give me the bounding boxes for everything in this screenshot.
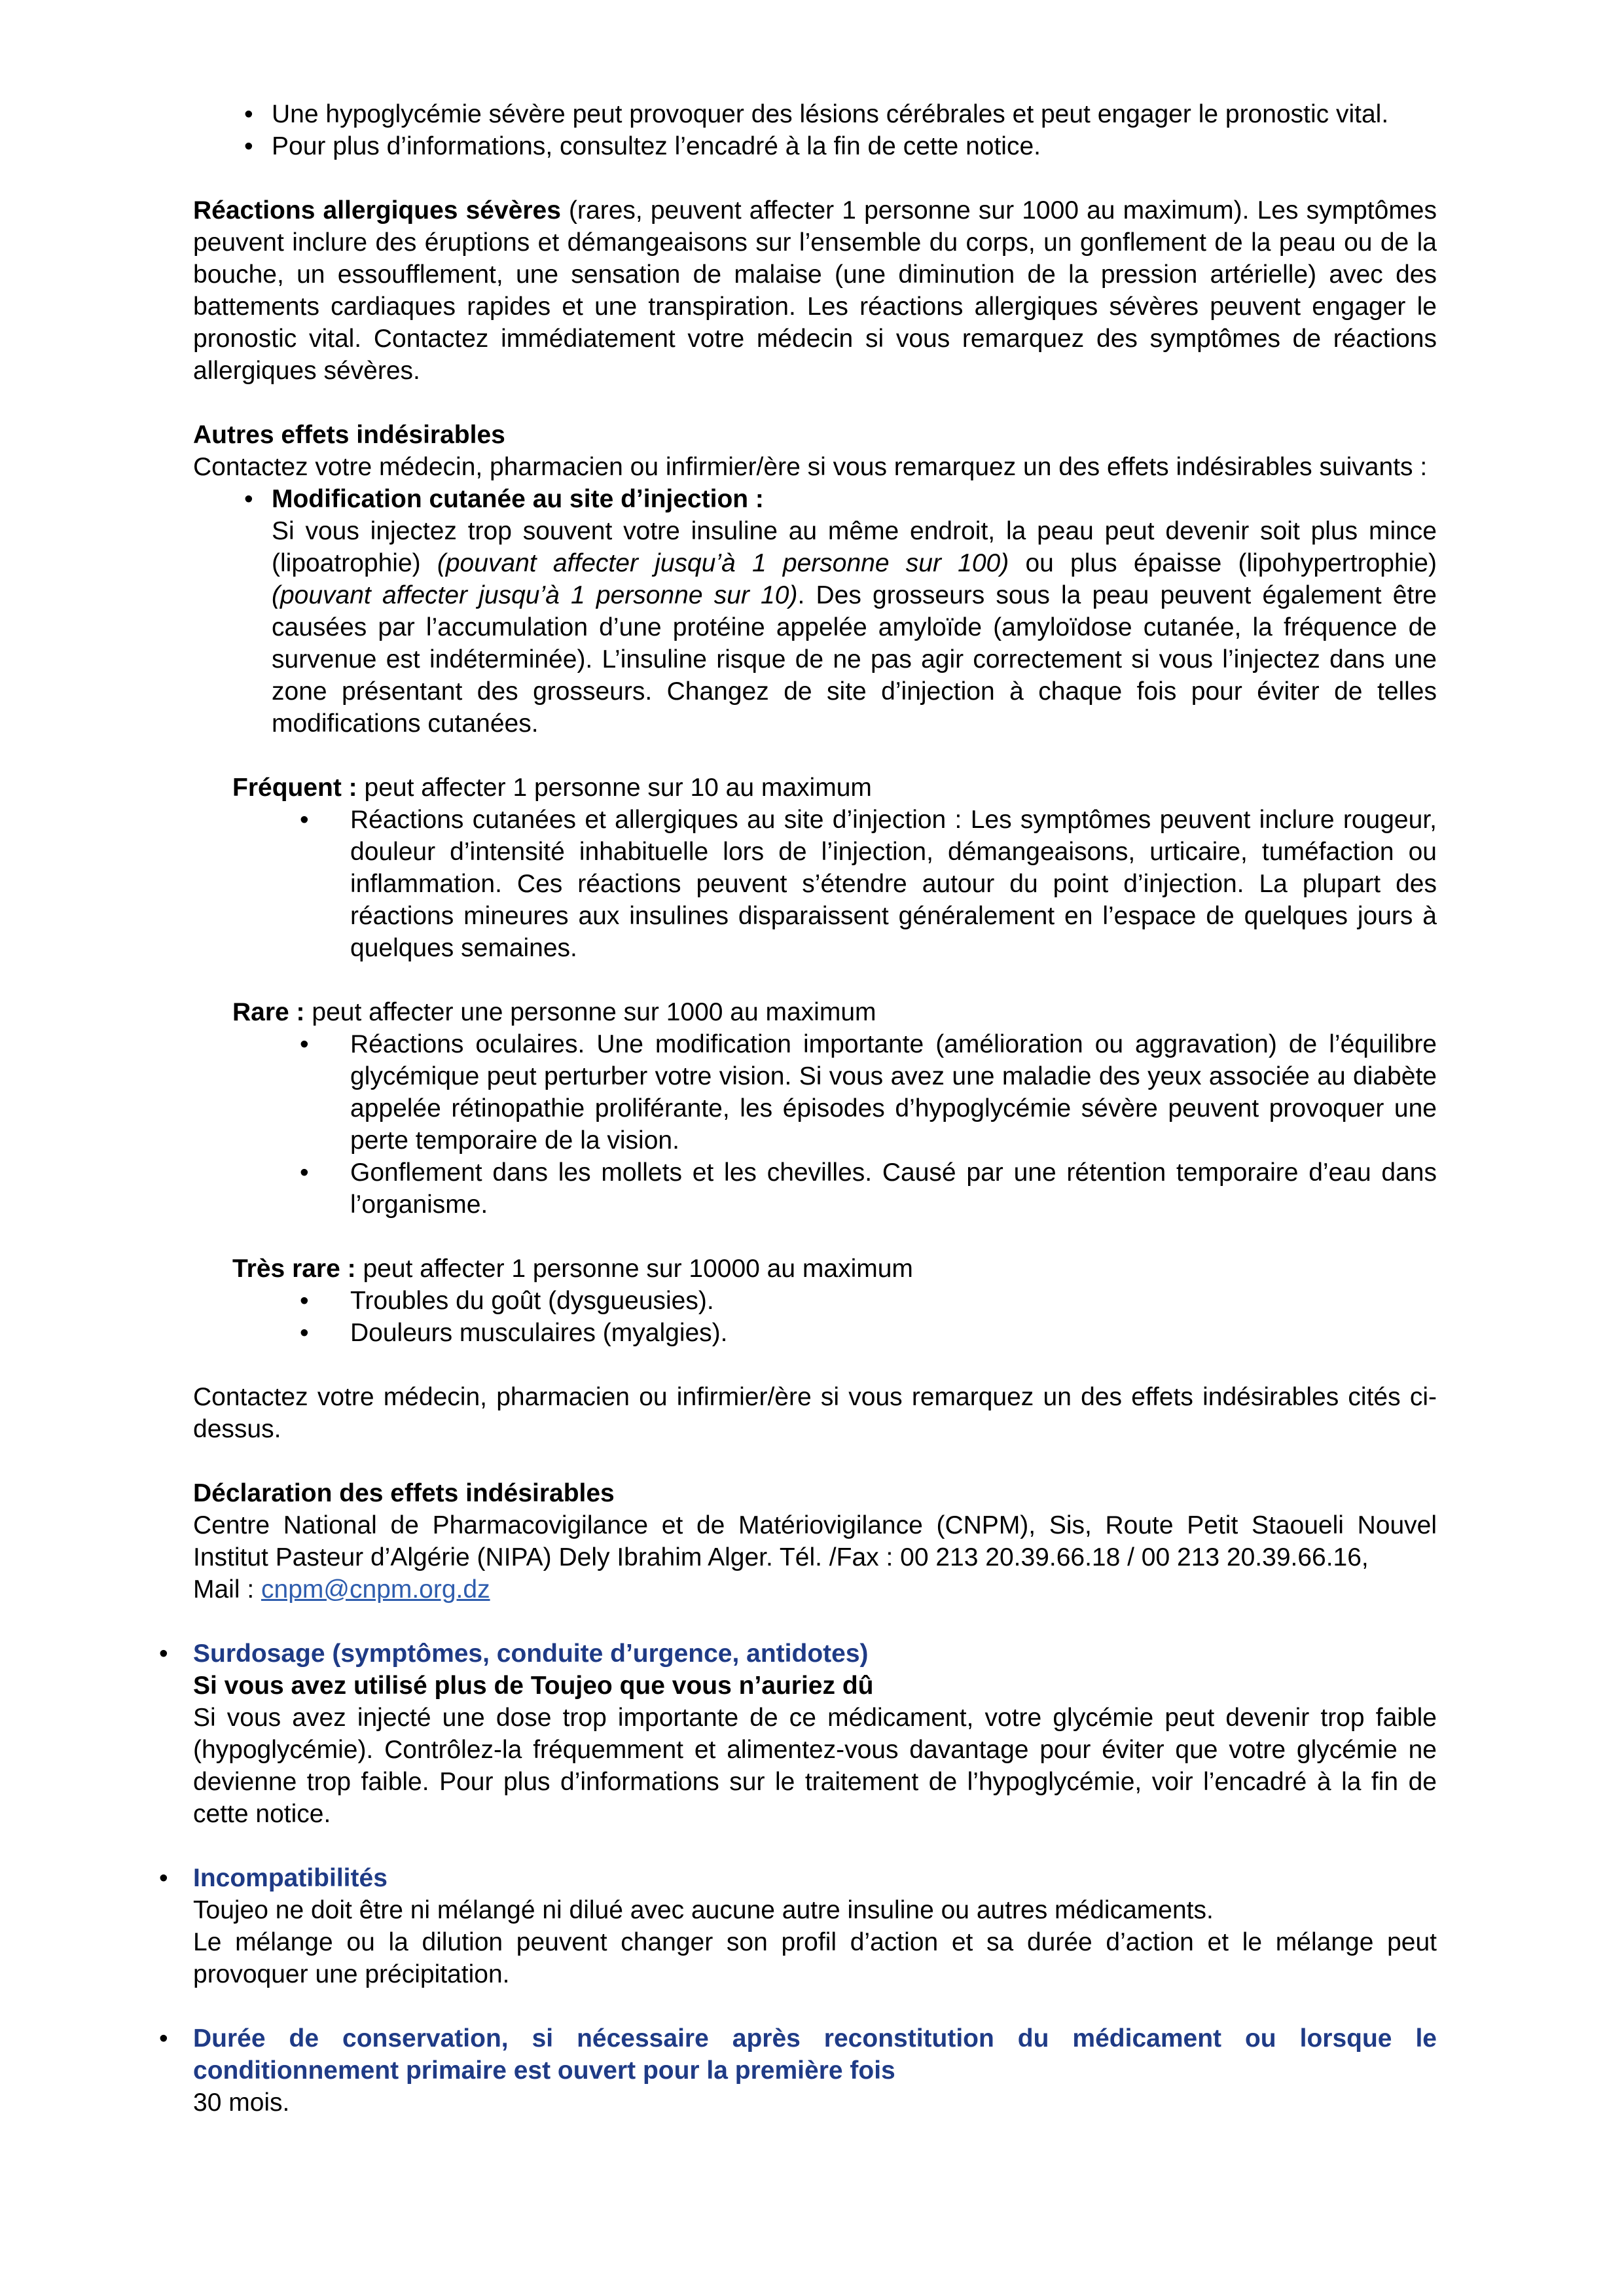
bullet-icon: • <box>300 806 309 834</box>
frequency-very-rare <box>193 1253 1437 1285</box>
frequency-desc: peut affecter une personne sur 1000 au maximum <box>304 998 876 1026</box>
shelf-life-value: 30 mois. <box>193 2089 290 2117</box>
allergic-reactions-text: (rares, peuvent affecter 1 personne sur 1000 au maximum). Les symptômes peuvent inclure des éruptions et démangeaisons sur l’ensemble du corps, un gonflement de la peau ou de la bouche, un essoufflement, une sensation de malaise (une diminution de la pression artérielle) avec des battements cardiaques rapides et une transpiration. Les réactions allergiques sévères peuvent engager le pronostic vital. Contactez immédiatement votre médecin si vous remarquez des symptômes de réactions allergiques sévères. <box>193 196 1437 385</box>
frequency-frequent <box>193 772 1437 804</box>
bullet-icon: • <box>159 1640 168 1668</box>
mail-link[interactable]: cnpm@cnpm.org.dz <box>261 1575 490 1604</box>
other-effects-intro: Contactez votre médecin, pharmacien ou infirmier/ère si vous remarquez un des effets indésirables suivants : <box>193 453 1428 481</box>
frequency-desc: peut affecter 1 personne sur 10 au maximum <box>357 774 872 802</box>
list-item <box>193 130 1437 162</box>
list-item-text: Réactions cutanées et allergiques au site d’injection : Les symptômes peuvent inclure rougeur, douleur d’intensité inhabituelle lors de l’injection, démangeaisons, urticaire, tuméfaction ou inflammation. Ces réactions peuvent s’étendre autour du point d’injection. La plupart des réactions mineures aux insulines disparaissent généralement en l’espace de quelques jours à quelques semaines. <box>350 806 1437 962</box>
list-item-text: Gonflement dans les mollets et les chevilles. Causé par une rétention temporaire d’eau dans l’organisme. <box>350 1158 1437 1219</box>
overdose-text: Si vous avez injecté une dose trop importante de ce médicament, votre glycémie peut devenir trop faible (hypoglycémie). Contrôlez-la fréquemment et alimentez-vous davantage pour éviter que votre glycémie ne devienne trop faible. Pour plus d’informations sur le traitement de l’hypoglycémie, voir l’encadré à la fin de cette notice. <box>193 1704 1437 1828</box>
bullet-icon: • <box>300 1319 309 1347</box>
skin-text-3: . Des grosseurs sous la peau peuvent également être causées par l’accumulation d’une protéine appelée amyloïde (amyloïdose cutanée, la fréquence de survenue est indéterminée). L’insuline risque de ne pas agir correctement si vous l’injectez dans une zone présentant des grosseurs. Changez de site d’injection à chaque fois pour éviter de telles modifications cutanées. <box>272 581 1437 738</box>
page-content <box>159 98 1437 2119</box>
overdose-subheading: Si vous avez utilisé plus de Toujeo que vous n’auriez dû <box>193 1672 874 1700</box>
bullet-icon: • <box>244 100 253 128</box>
list-item <box>193 98 1437 130</box>
section-incompatibilities <box>159 1862 1437 1990</box>
bullet-icon: • <box>244 485 253 513</box>
bullet-icon: • <box>300 1287 309 1315</box>
frequency-label: Fréquent : <box>232 774 357 802</box>
frequency-rare <box>193 996 1437 1028</box>
section-overdose <box>159 1638 1437 1830</box>
bullet-icon: • <box>159 2024 168 2053</box>
mail-label: Mail : <box>193 1575 262 1604</box>
skin-frequency-2: (pouvant affecter jusqu’à 1 personne sur 10) <box>272 581 798 609</box>
incompat-heading: Incompatibilités <box>193 1864 388 1892</box>
other-effects-title: Autres effets indésirables <box>193 421 505 449</box>
list-item <box>193 1285 1437 1317</box>
list-item-text: Réactions oculaires. Une modification importante (amélioration ou aggravation) de l’équilibre glycémique peut perturber votre vision. Si vous avez une maladie des yeux associée au diabète appelée rétinopathie proliférante, les épisodes d’hypoglycémie sévère peuvent provoquer une perte temporaire de la vision. <box>350 1030 1437 1155</box>
list-item <box>193 804 1437 964</box>
bullet-icon: • <box>300 1030 309 1058</box>
skin-text-1: Si vous injectez trop souvent votre insuline au même endroit, la peau peut devenir soit plus mince (lipoatrophie) <box>272 517 1437 577</box>
bullet-icon: • <box>159 1864 168 1892</box>
allergic-reactions-paragraph <box>193 194 1437 387</box>
list-item <box>193 1028 1437 1157</box>
incompat-line-1: Toujeo ne doit être ni mélangé ni dilué avec aucune autre insuline ou autres médicaments. <box>193 1896 1214 1924</box>
shelf-life-heading: Durée de conservation, si nécessaire après reconstitution du médicament ou lorsque le conditionnement primaire est ouvert pour la première fois <box>193 2024 1437 2085</box>
skin-text-2: ou plus épaisse (lipohypertrophie) <box>1009 549 1437 577</box>
bullet-icon: • <box>300 1158 309 1187</box>
contact-paragraph: Contactez votre médecin, pharmacien ou infirmier/ère si vous remarquez un des effets indésirables cités ci-dessus. <box>193 1383 1437 1443</box>
overdose-heading: Surdosage (symptômes, conduite d’urgence, antidotes) <box>193 1640 869 1668</box>
declaration-text: Centre National de Pharmacovigilance et de Matériovigilance (CNPM), Sis, Route Petit Staoueli Nouvel Institut Pasteur d’Algérie (NIPA) Dely Ibrahim Alger. Tél. /Fax : 00 213 20.39.66.18 / 00 213 20.39.66.16, <box>193 1511 1437 1571</box>
list-item-text: Pour plus d’informations, consultez l’encadré à la fin de cette notice. <box>272 132 1041 160</box>
frequency-label: Rare : <box>232 998 305 1026</box>
frequency-label: Très rare : <box>232 1255 356 1283</box>
declaration-mail <box>193 1573 1437 1605</box>
frequency-desc: peut affecter 1 personne sur 10000 au maximum <box>355 1255 913 1283</box>
bullet-icon: • <box>244 132 253 160</box>
list-item-text: Troubles du goût (dysgueusies). <box>350 1287 714 1315</box>
skin-frequency-1: (pouvant affecter jusqu’à 1 personne sur 100) <box>437 549 1009 577</box>
list-item-text: Une hypoglycémie sévère peut provoquer des lésions cérébrales et peut engager le pronostic vital. <box>272 100 1389 128</box>
skin-change-text <box>272 515 1437 740</box>
section-shelf-life <box>159 2022 1437 2119</box>
skin-change-title: Modification cutanée au site d’injection : <box>272 485 764 513</box>
list-item <box>193 1157 1437 1221</box>
list-item <box>193 483 1437 740</box>
list-item-text: Douleurs musculaires (myalgies). <box>350 1319 728 1347</box>
declaration-title: Déclaration des effets indésirables <box>193 1479 615 1507</box>
list-item <box>193 1317 1437 1349</box>
allergic-reactions-title: Réactions allergiques sévères <box>193 196 561 224</box>
incompat-line-2: Le mélange ou la dilution peuvent changer son profil d’action et sa durée d’action et le mélange peut provoquer une précipitation. <box>193 1928 1437 1988</box>
